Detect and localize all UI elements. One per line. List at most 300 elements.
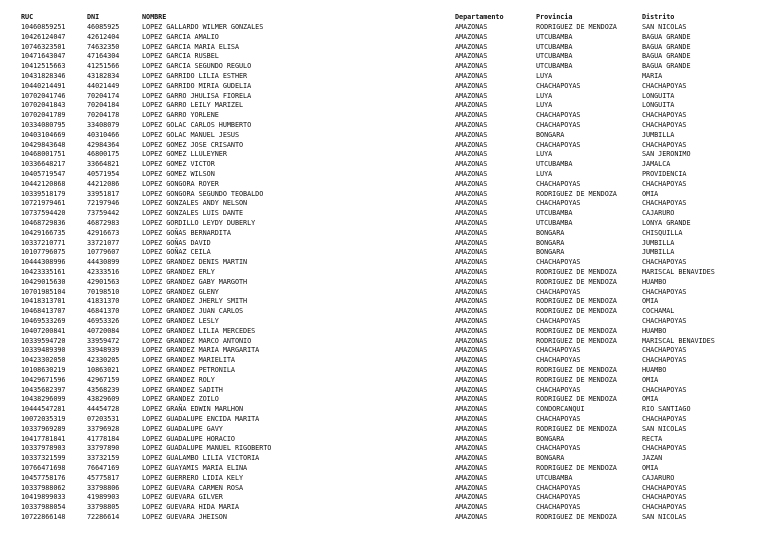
cell-departamento: AMAZONAS xyxy=(455,209,488,218)
cell-nombre: LOPEZ GUEVARA HIDA MARIA xyxy=(142,503,240,512)
cell-departamento: AMAZONAS xyxy=(455,23,488,31)
cell-departamento: AMAZONAS xyxy=(455,385,488,394)
cell-distrito: CHACHAPOYAS xyxy=(642,317,687,325)
table-row xyxy=(0,307,768,317)
table-row xyxy=(0,248,768,258)
cell-provincia: BONGARA xyxy=(536,248,565,257)
cell-provincia: CHACHAPOYAS xyxy=(536,483,581,492)
cell-nombre: LOPEZ GRANDEZ ROLY xyxy=(142,375,215,384)
cell-provincia: CHACHAPOYAS xyxy=(536,356,581,365)
cell-dni: 46872983 xyxy=(87,219,120,227)
cell-provincia: RODRIGUEZ DE MENDOZA xyxy=(536,464,617,472)
cell-provincia: BONGARA xyxy=(536,454,565,463)
cell-distrito: CHACHAPOYAS xyxy=(642,385,687,394)
cell-dni: 42330205 xyxy=(87,356,120,365)
cell-ruc: 10337988062 xyxy=(21,483,66,492)
cell-departamento: AMAZONAS xyxy=(455,91,488,100)
cell-ruc: 10471643047 xyxy=(21,52,66,61)
cell-ruc: 10407200841 xyxy=(21,326,66,335)
table-row xyxy=(0,327,768,337)
header-ruc: RUC xyxy=(21,13,34,21)
cell-distrito: LONGUITA xyxy=(642,101,675,110)
table-row xyxy=(0,170,768,180)
table-row xyxy=(0,317,768,327)
cell-provincia: LUYA xyxy=(536,150,553,159)
cell-nombre: LOPEZ GUEVARA CARMEN ROSA xyxy=(142,483,244,492)
cell-departamento: AMAZONAS xyxy=(455,317,488,325)
cell-ruc: 10339489390 xyxy=(21,346,66,355)
cell-departamento: AMAZONAS xyxy=(455,189,488,198)
cell-distrito: SAN NICOLAS xyxy=(642,424,687,433)
cell-dni: 72197946 xyxy=(87,199,120,208)
cell-dni: 76647169 xyxy=(87,464,120,472)
cell-provincia: LUYA xyxy=(536,101,553,110)
cell-departamento: AMAZONAS xyxy=(455,464,488,472)
cell-nombre: LOPEZ GOLAC MANUEL JESUS xyxy=(142,130,240,139)
cell-departamento: AMAZONAS xyxy=(455,219,488,227)
cell-ruc: 10337210771 xyxy=(21,238,66,247)
header-departamento: Departamento xyxy=(455,13,504,21)
cell-dni: 10863021 xyxy=(87,366,120,374)
cell-ruc: 10460859251 xyxy=(21,23,66,31)
cell-nombre: LOPEZ GUEVARA JHEISON xyxy=(142,513,227,521)
cell-dni: 44212086 xyxy=(87,179,120,188)
cell-dni: 46841370 xyxy=(87,307,120,316)
cell-dni: 70204184 xyxy=(87,101,120,110)
table-row xyxy=(0,209,768,219)
cell-dni: 33959472 xyxy=(87,336,120,345)
cell-distrito: CHACHAPOYAS xyxy=(642,81,687,90)
cell-dni: 43829609 xyxy=(87,395,120,404)
cell-provincia: RODRIGUEZ DE MENDOZA xyxy=(536,395,617,404)
header-nombre: NOMBRE xyxy=(142,13,167,21)
cell-distrito: CHACHAPOYAS xyxy=(642,199,687,208)
cell-distrito: CAJARURO xyxy=(642,209,675,218)
cell-dni: 41251566 xyxy=(87,62,120,71)
cell-provincia: CONDORCANQUI xyxy=(536,405,585,414)
cell-provincia: LUYA xyxy=(536,91,553,100)
cell-nombre: LOPEZ GRANDEZ MARIA MARGARITA xyxy=(142,346,260,355)
cell-nombre: LOPEZ GRANDEZ DENIS MARTIN xyxy=(142,258,248,267)
table-row xyxy=(0,444,768,454)
table-row xyxy=(0,239,768,249)
cell-nombre: LOPEZ GARRO LEILY MARIZEL xyxy=(142,101,244,110)
cell-dni: 10779607 xyxy=(87,248,120,257)
cell-provincia: CHACHAPOYAS xyxy=(536,493,581,502)
table-row xyxy=(0,82,768,92)
table-row xyxy=(0,258,768,268)
cell-nombre: LOPEZ GRANDEZ LILIA MERCEDES xyxy=(142,326,256,335)
cell-nombre: LOPEZ GOMEZ JOSE CRISANTO xyxy=(142,140,244,149)
cell-distrito: CHACHAPOYAS xyxy=(642,483,687,492)
cell-departamento: AMAZONAS xyxy=(455,424,488,433)
header-row xyxy=(0,13,768,23)
cell-ruc: 10702041843 xyxy=(21,101,66,110)
cell-dni: 40720084 xyxy=(87,326,120,335)
cell-nombre: LOPEZ GRANDEZ JHERLY SMITH xyxy=(142,297,248,306)
table-row xyxy=(0,62,768,72)
cell-distrito: LONYA GRANDE xyxy=(642,219,691,227)
table-row xyxy=(0,425,768,435)
cell-distrito: HUAMBO xyxy=(642,277,667,286)
cell-departamento: AMAZONAS xyxy=(455,277,488,286)
table-row xyxy=(0,278,768,288)
cell-distrito: CHACHAPOYAS xyxy=(642,346,687,355)
cell-ruc: 10417781841 xyxy=(21,434,66,443)
cell-provincia: BONGARA xyxy=(536,130,565,139)
table-row xyxy=(0,356,768,366)
cell-distrito: CHACHAPOYAS xyxy=(642,444,687,453)
cell-provincia: CHACHAPOYAS xyxy=(536,140,581,149)
cell-ruc: 10405719547 xyxy=(21,170,66,178)
cell-provincia: RODRIGUEZ DE MENDOZA xyxy=(536,307,617,316)
table-row xyxy=(0,288,768,298)
cell-distrito: RIO SANTIAGO xyxy=(642,405,691,414)
table-row xyxy=(0,386,768,396)
cell-departamento: AMAZONAS xyxy=(455,444,488,453)
cell-nombre: LOPEZ GUADALUPE GAVY xyxy=(142,424,223,433)
cell-departamento: AMAZONAS xyxy=(455,248,488,257)
cell-nombre: LOPEZ GRANDEZ PETRONILA xyxy=(142,366,235,374)
cell-distrito: PROVIDENCIA xyxy=(642,170,687,178)
cell-provincia: CHACHAPOYAS xyxy=(536,287,581,296)
cell-dni: 41778184 xyxy=(87,434,120,443)
cell-distrito: OMIA xyxy=(642,395,659,404)
cell-nombre: LOPEZ GUEVARA GILVER xyxy=(142,493,223,502)
cell-dni: 42984364 xyxy=(87,140,120,149)
cell-departamento: AMAZONAS xyxy=(455,336,488,345)
cell-departamento: AMAZONAS xyxy=(455,140,488,149)
cell-distrito: CHACHAPOYAS xyxy=(642,111,687,120)
cell-provincia: UTCUBAMBA xyxy=(536,62,573,71)
cell-dni: 70198510 xyxy=(87,287,120,296)
cell-ruc: 10429843648 xyxy=(21,140,66,149)
cell-distrito: BAGUA GRANDE xyxy=(642,42,691,51)
cell-ruc: 10468001751 xyxy=(21,150,66,159)
cell-ruc: 10701985104 xyxy=(21,287,66,296)
cell-distrito: CHACHAPOYAS xyxy=(642,121,687,129)
cell-nombre: LOPEZ GRANDEZ MARIELITA xyxy=(142,356,235,365)
cell-nombre: LOPEZ GONGORA ROYER xyxy=(142,179,219,188)
table-row xyxy=(0,92,768,102)
cell-distrito: LONGUITA xyxy=(642,91,675,100)
cell-dni: 41831370 xyxy=(87,297,120,306)
table-row xyxy=(0,503,768,513)
cell-nombre: LOPEZ GOMEZ LLULEYNER xyxy=(142,150,227,159)
table-row xyxy=(0,513,768,523)
cell-nombre: LOPEZ GORDILLO LEYDY DUBERLY xyxy=(142,219,256,227)
table-row xyxy=(0,405,768,415)
cell-departamento: AMAZONAS xyxy=(455,238,488,247)
cell-ruc: 10429015630 xyxy=(21,277,66,286)
cell-nombre: LOPEZ GOMEZ WILSON xyxy=(142,170,215,178)
table-row xyxy=(0,395,768,405)
table-row xyxy=(0,131,768,141)
cell-distrito: SAN NICOLAS xyxy=(642,23,687,31)
cell-distrito: HUAMBO xyxy=(642,326,667,335)
cell-nombre: LOPEZ GONGORA SEGUNDO TEOBALDO xyxy=(142,189,264,198)
table-row xyxy=(0,190,768,200)
cell-ruc: 10423302050 xyxy=(21,356,66,365)
cell-departamento: AMAZONAS xyxy=(455,434,488,443)
table-row xyxy=(0,52,768,62)
table-row xyxy=(0,484,768,494)
cell-ruc: 10435682397 xyxy=(21,385,66,394)
cell-nombre: LOPEZ GUADALUPE MANUEL RIGOBERTO xyxy=(142,444,272,453)
cell-departamento: AMAZONAS xyxy=(455,483,488,492)
table-row xyxy=(0,33,768,43)
cell-departamento: AMAZONAS xyxy=(455,366,488,374)
cell-provincia: CHACHAPOYAS xyxy=(536,503,581,512)
cell-nombre: LOPEZ GONZALES LUIS DANTE xyxy=(142,209,244,218)
cell-provincia: LUYA xyxy=(536,72,553,80)
cell-departamento: AMAZONAS xyxy=(455,62,488,71)
cell-dni: 41989903 xyxy=(87,493,120,502)
table-row xyxy=(0,464,768,474)
cell-provincia: UTCUBAMBA xyxy=(536,209,573,218)
cell-departamento: AMAZONAS xyxy=(455,258,488,267)
cell-provincia: RODRIGUEZ DE MENDOZA xyxy=(536,297,617,306)
cell-provincia: CHACHAPOYAS xyxy=(536,444,581,453)
cell-distrito: COCHAMAL xyxy=(642,307,675,316)
cell-departamento: AMAZONAS xyxy=(455,130,488,139)
cell-distrito: JUMBILLA xyxy=(642,238,675,247)
cell-nombre: LOPEZ GONZALES ANDY NELSON xyxy=(142,199,248,208)
cell-ruc: 10469533269 xyxy=(21,317,66,325)
cell-ruc: 10429671596 xyxy=(21,375,66,384)
cell-provincia: CHACHAPOYAS xyxy=(536,81,581,90)
table-row xyxy=(0,337,768,347)
cell-distrito: SAN JERONIMO xyxy=(642,150,691,159)
cell-nombre: LOPEZ GARCIA RUSBEL xyxy=(142,52,219,61)
table-row xyxy=(0,72,768,82)
cell-nombre: LOPEZ GRANDEZ ERLY xyxy=(142,268,215,276)
cell-ruc: 10721979461 xyxy=(21,199,66,208)
cell-dni: 33797890 xyxy=(87,444,120,453)
cell-ruc: 10403104669 xyxy=(21,130,66,139)
cell-dni: 43182834 xyxy=(87,72,120,80)
cell-provincia: CHACHAPOYAS xyxy=(536,121,581,129)
cell-provincia: BONGARA xyxy=(536,434,565,443)
cell-nombre: LOPEZ GRANDEZ JUAN CARLOS xyxy=(142,307,244,316)
cell-provincia: CHACHAPOYAS xyxy=(536,317,581,325)
table-row xyxy=(0,268,768,278)
cell-ruc: 10737594420 xyxy=(21,209,66,218)
cell-distrito: BAGUA GRANDE xyxy=(642,32,691,41)
cell-nombre: LOPEZ GUADALUPE HORACIO xyxy=(142,434,235,443)
table-row xyxy=(0,111,768,121)
cell-departamento: AMAZONAS xyxy=(455,415,488,423)
table-row xyxy=(0,219,768,229)
cell-distrito: JAMALCA xyxy=(642,160,671,169)
cell-dni: 40310466 xyxy=(87,130,120,139)
cell-provincia: CHACHAPOYAS xyxy=(536,346,581,355)
cell-ruc: 10337978903 xyxy=(21,444,66,453)
cell-distrito: OMIA xyxy=(642,189,659,198)
cell-departamento: AMAZONAS xyxy=(455,160,488,169)
cell-provincia: RODRIGUEZ DE MENDOZA xyxy=(536,375,617,384)
cell-ruc: 10702041789 xyxy=(21,111,66,120)
cell-ruc: 10440214491 xyxy=(21,81,66,90)
cell-ruc: 10468729836 xyxy=(21,219,66,227)
cell-distrito: CHACHAPOYAS xyxy=(642,258,687,267)
cell-departamento: AMAZONAS xyxy=(455,375,488,384)
cell-nombre: LOPEZ GARRO YORLENE xyxy=(142,111,219,120)
table-row xyxy=(0,141,768,151)
cell-dni: 42901563 xyxy=(87,277,120,286)
cell-ruc: 10339518179 xyxy=(21,189,66,198)
cell-departamento: AMAZONAS xyxy=(455,503,488,512)
cell-provincia: UTCUBAMBA xyxy=(536,42,573,51)
cell-ruc: 10722866148 xyxy=(21,513,66,521)
table-row xyxy=(0,199,768,209)
cell-distrito: BAGUA GRANDE xyxy=(642,52,691,61)
table-row xyxy=(0,180,768,190)
cell-dni: 33798805 xyxy=(87,503,120,512)
cell-nombre: LOPEZ GOLAC CARLOS HUMBERTO xyxy=(142,121,252,129)
cell-provincia: RODRIGUEZ DE MENDOZA xyxy=(536,189,617,198)
cell-provincia: UTCUBAMBA xyxy=(536,32,573,41)
cell-provincia: RODRIGUEZ DE MENDOZA xyxy=(536,277,617,286)
cell-nombre: LOPEZ GRANDEZ MARCO ANTONIO xyxy=(142,336,252,345)
cell-nombre: LOPEZ GRANDEZ GABY MARGOTH xyxy=(142,277,248,286)
cell-ruc: 10108630219 xyxy=(21,366,66,374)
cell-departamento: AMAZONAS xyxy=(455,52,488,61)
cell-dni: 33408079 xyxy=(87,121,120,129)
cell-distrito: MARISCAL BENAVIDES xyxy=(642,268,715,276)
cell-dni: 46953326 xyxy=(87,317,120,325)
cell-distrito: OMIA xyxy=(642,464,659,472)
cell-nombre: LOPEZ GARCIA MARIA ELISA xyxy=(142,42,240,51)
table-row xyxy=(0,415,768,425)
cell-departamento: AMAZONAS xyxy=(455,170,488,178)
cell-nombre: LOPEZ GARCIA AMALIO xyxy=(142,32,219,41)
cell-dni: 46800175 xyxy=(87,150,120,159)
cell-distrito: OMIA xyxy=(642,297,659,306)
cell-ruc: 10334080795 xyxy=(21,121,66,129)
cell-departamento: AMAZONAS xyxy=(455,32,488,41)
cell-departamento: AMAZONAS xyxy=(455,454,488,463)
cell-provincia: CHACHAPOYAS xyxy=(536,179,581,188)
cell-provincia: CHACHAPOYAS xyxy=(536,258,581,267)
cell-distrito: MARIA xyxy=(642,72,663,80)
cell-distrito: CHISQUILLA xyxy=(642,228,683,237)
cell-departamento: AMAZONAS xyxy=(455,297,488,306)
cell-distrito: CHACHAPOYAS xyxy=(642,493,687,502)
cell-ruc: 10337988054 xyxy=(21,503,66,512)
cell-dni: 73759442 xyxy=(87,209,120,218)
cell-ruc: 10766471698 xyxy=(21,464,66,472)
cell-departamento: AMAZONAS xyxy=(455,326,488,335)
cell-ruc: 10429166735 xyxy=(21,228,66,237)
cell-distrito: JUMBILLA xyxy=(642,130,675,139)
cell-ruc: 10337969289 xyxy=(21,424,66,433)
cell-nombre: LOPEZ GRAÑA EDWIN MARLHON xyxy=(142,405,244,414)
cell-provincia: UTCUBAMBA xyxy=(536,160,573,169)
cell-distrito: MARISCAL BENAVIDES xyxy=(642,336,715,345)
cell-ruc: 10337321599 xyxy=(21,454,66,463)
cell-dni: 72286614 xyxy=(87,513,120,521)
cell-dni: 33948939 xyxy=(87,346,120,355)
cell-distrito: OMIA xyxy=(642,375,659,384)
cell-distrito: CHACHAPOYAS xyxy=(642,179,687,188)
cell-nombre: LOPEZ GARRO JHULISA FIORELA xyxy=(142,91,252,100)
cell-dni: 44021449 xyxy=(87,81,120,90)
cell-distrito: CHACHAPOYAS xyxy=(642,287,687,296)
cell-distrito: JUMBILLA xyxy=(642,248,675,257)
cell-distrito: CHACHAPOYAS xyxy=(642,140,687,149)
cell-provincia: LUYA xyxy=(536,170,553,178)
cell-dni: 42916673 xyxy=(87,228,120,237)
cell-departamento: AMAZONAS xyxy=(455,405,488,414)
cell-provincia: CHACHAPOYAS xyxy=(536,199,581,208)
cell-nombre: LOPEZ GARRIDO MIRIA GUDELIA xyxy=(142,81,252,90)
cell-nombre: LOPEZ GUERRERO LIDIA KELY xyxy=(142,473,244,482)
cell-nombre: LOPEZ GRANDEZ SADITH xyxy=(142,385,223,394)
cell-departamento: AMAZONAS xyxy=(455,268,488,276)
table-row xyxy=(0,43,768,53)
cell-nombre: LOPEZ GARRIDO LILIA ESTHER xyxy=(142,72,248,80)
cell-dni: 70204174 xyxy=(87,91,120,100)
table-row xyxy=(0,101,768,111)
cell-provincia: BONGARA xyxy=(536,228,565,237)
cell-nombre: LOPEZ GUALAMBO LILIA VICTORIA xyxy=(142,454,260,463)
cell-dni: 42612404 xyxy=(87,32,120,41)
table-row xyxy=(0,366,768,376)
cell-ruc: 10426124047 xyxy=(21,32,66,41)
cell-nombre: LOPEZ GUADALUPE ENCIDA MARITA xyxy=(142,415,260,423)
cell-ruc: 10418313701 xyxy=(21,297,66,306)
table-row xyxy=(0,474,768,484)
cell-provincia: RODRIGUEZ DE MENDOZA xyxy=(536,23,617,31)
cell-departamento: AMAZONAS xyxy=(455,179,488,188)
cell-ruc: 10457758176 xyxy=(21,473,66,482)
cell-departamento: AMAZONAS xyxy=(455,493,488,502)
header-provincia: Provincia xyxy=(536,13,573,21)
cell-dni: 44454728 xyxy=(87,405,120,414)
cell-dni: 33796928 xyxy=(87,424,120,433)
cell-dni: 74632350 xyxy=(87,42,120,51)
cell-ruc: 10107796075 xyxy=(21,248,66,257)
cell-departamento: AMAZONAS xyxy=(455,199,488,208)
cell-nombre: LOPEZ GOÑAS DAVID xyxy=(142,238,211,247)
cell-nombre: LOPEZ GALLARDO WILMER GONZALES xyxy=(142,23,264,31)
cell-provincia: UTCUBAMBA xyxy=(536,52,573,61)
cell-departamento: AMAZONAS xyxy=(455,72,488,80)
cell-ruc: 10336648217 xyxy=(21,160,66,169)
cell-distrito: CHACHAPOYAS xyxy=(642,415,687,423)
cell-dni: 33798806 xyxy=(87,483,120,492)
cell-ruc: 10072035319 xyxy=(21,415,66,423)
cell-ruc: 10468413707 xyxy=(21,307,66,316)
cell-dni: 46085925 xyxy=(87,23,120,31)
cell-dni: 33951817 xyxy=(87,189,120,198)
cell-nombre: LOPEZ GUAYAMIS MARIA ELINA xyxy=(142,464,248,472)
cell-dni: 47164304 xyxy=(87,52,120,61)
cell-departamento: AMAZONAS xyxy=(455,121,488,129)
table-row xyxy=(0,454,768,464)
table-row xyxy=(0,435,768,445)
table-row xyxy=(0,376,768,386)
cell-dni: 42967159 xyxy=(87,375,120,384)
cell-nombre: LOPEZ GOÑAZ CEILA xyxy=(142,248,211,257)
cell-nombre: LOPEZ GOMEZ VICTOR xyxy=(142,160,215,169)
cell-nombre: LOPEZ GRANDEZ ZOILO xyxy=(142,395,219,404)
table-row xyxy=(0,160,768,170)
cell-ruc: 10419899033 xyxy=(21,493,66,502)
cell-distrito: CHACHAPOYAS xyxy=(642,503,687,512)
table-row xyxy=(0,346,768,356)
